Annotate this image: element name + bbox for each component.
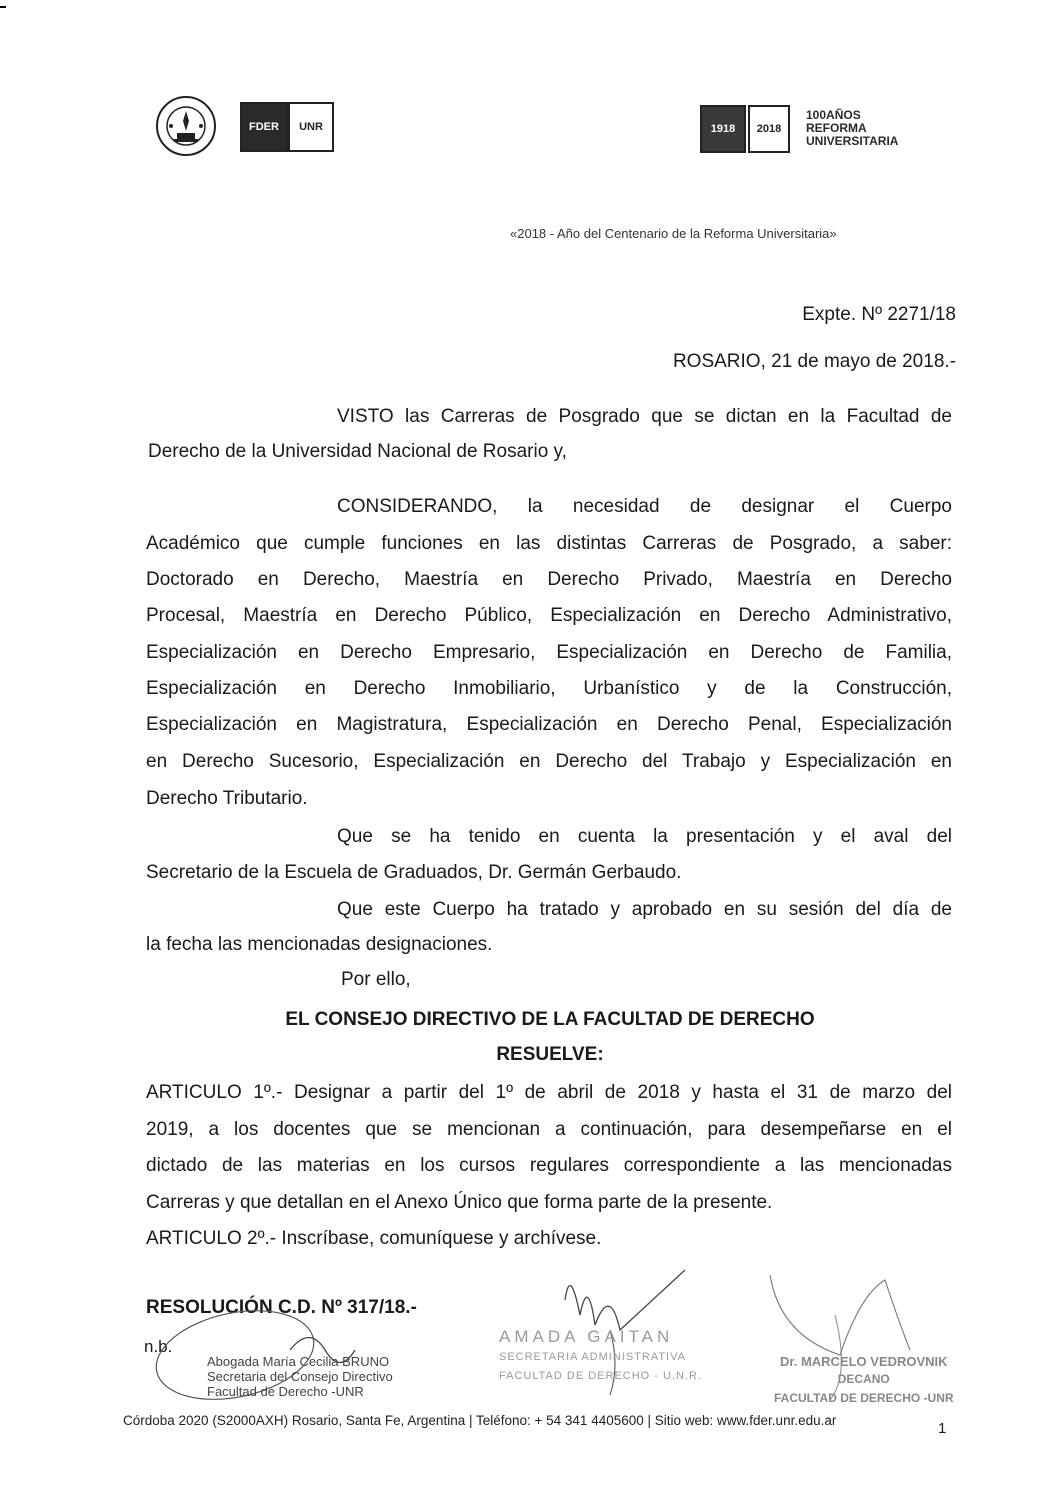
considerando-line: Procesal, Maestría en Derecho Público, Especialización en Derecho Administrativo, <box>146 605 952 626</box>
por-ello: Por ello, <box>341 969 411 990</box>
university-seal-logo <box>155 95 217 157</box>
year-2018-badge: 2018 <box>748 105 790 153</box>
council-heading: EL CONSEJO DIRECTIVO DE LA FACULTAD DE DERECHO <box>285 1009 815 1030</box>
signature-line: DECANO <box>837 1372 890 1386</box>
year-motto: «2018 - Año del Centenario de la Reforma Universitaria» <box>510 226 837 241</box>
initials: n.b. <box>144 1337 173 1356</box>
signature-line: SECRETARIA ADMINISTRATIVA <box>499 1351 686 1363</box>
centenary-line: 100AÑOS <box>806 108 861 122</box>
centenary-logo-text <box>806 109 898 148</box>
fder-logo: FDER <box>240 102 288 152</box>
signature-line: Abogada María Cecilia BRUNO <box>207 1354 390 1369</box>
que-line: Que este Cuerpo ha tratado y aprobado en su sesión del día de <box>337 899 952 920</box>
edge-mark <box>0 6 6 8</box>
centenary-line: UNIVERSITARIA <box>806 134 899 148</box>
article-1-line: Carreras y que detallan en el Anexo Único que forma parte de la presente. <box>146 1192 773 1213</box>
visto-line: Derecho de la Universidad Nacional de Rosario y, <box>148 441 567 462</box>
signature-line: AMADA GAITAN <box>499 1327 674 1346</box>
considerando-line: CONSIDERANDO, la necesidad de designar el Cuerpo <box>337 496 952 517</box>
year-1918-badge: 1918 <box>700 105 746 153</box>
resolution-number: RESOLUCIÓN C.D. Nº 317/18.- <box>146 1297 417 1318</box>
unr-logo: UNR <box>288 102 334 152</box>
considerando-line: Especialización en Magistratura, Especialización en Derecho Penal, Especialización <box>146 714 952 735</box>
considerando-line: Especialización en Derecho Inmobiliario, Urbanístico y de la Construcción, <box>146 678 952 699</box>
article-1-line: ARTICULO 1º.- Designar a partir del 1º de abril de 2018 y hasta el 31 de marzo del <box>146 1082 952 1103</box>
footer-contact: Córdoba 2020 (S2000AXH) Rosario, Santa Fe, Argentina | Teléfono: + 54 341 4405600 | Sitio web: www.fder.unr.edu.ar <box>123 1413 837 1428</box>
considerando-line: Doctorado en Derecho, Maestría en Derecho Privado, Maestría en Derecho <box>146 569 952 590</box>
expediente-number: Expte. Nº 2271/18 <box>802 304 956 325</box>
considerando-line: Académico que cumple funciones en las distintas Carreras de Posgrado, a saber: <box>146 533 952 554</box>
signature-line: Facultad de Derecho -UNR <box>207 1384 364 1399</box>
considerando-line: Derecho Tributario. <box>146 788 308 809</box>
signature-line: FACULTAD DE DERECHO - U.N.R. <box>499 1370 702 1382</box>
que-line: Secretario de la Escuela de Graduados, Dr. Germán Gerbaudo. <box>146 862 682 883</box>
signature-line: Secretaria del Consejo Directivo <box>207 1369 393 1384</box>
visto-line: VISTO las Carreras de Posgrado que se dictan en la Facultad de <box>337 406 952 427</box>
signature-line: FACULTAD DE DERECHO -UNR <box>774 1391 954 1405</box>
place-date: ROSARIO, 21 de mayo de 2018.- <box>672 351 956 372</box>
considerando-line: Especialización en Derecho Empresario, Especialización en Derecho de Familia, <box>146 642 952 663</box>
article-1-line: dictado de las materias en los cursos regulares correspondiente a las mencionadas <box>146 1155 952 1176</box>
que-line: la fecha las mencionadas designaciones. <box>146 934 493 955</box>
signature-bruno <box>207 1354 393 1399</box>
signature-line: Dr. MARCELO VEDROVNIK <box>779 1354 948 1369</box>
centenary-line: REFORMA <box>806 121 867 135</box>
signature-vedrovnik <box>774 1353 954 1408</box>
signature-gaitan <box>499 1327 702 1385</box>
que-line: Que se ha tenido en cuenta la presentación y el aval del <box>337 826 952 847</box>
resuelve-heading: RESUELVE: <box>496 1044 604 1065</box>
considerando-line: en Derecho Sucesorio, Especialización en Derecho del Trabajo y Especialización en <box>146 751 952 772</box>
article-1-line: 2019, a los docentes que se mencionan a continuación, para desempeñarse en el <box>146 1119 952 1140</box>
page-number: 1 <box>938 1420 947 1437</box>
article-2: ARTICULO 2º.- Inscríbase, comuníquese y archívese. <box>146 1228 602 1249</box>
